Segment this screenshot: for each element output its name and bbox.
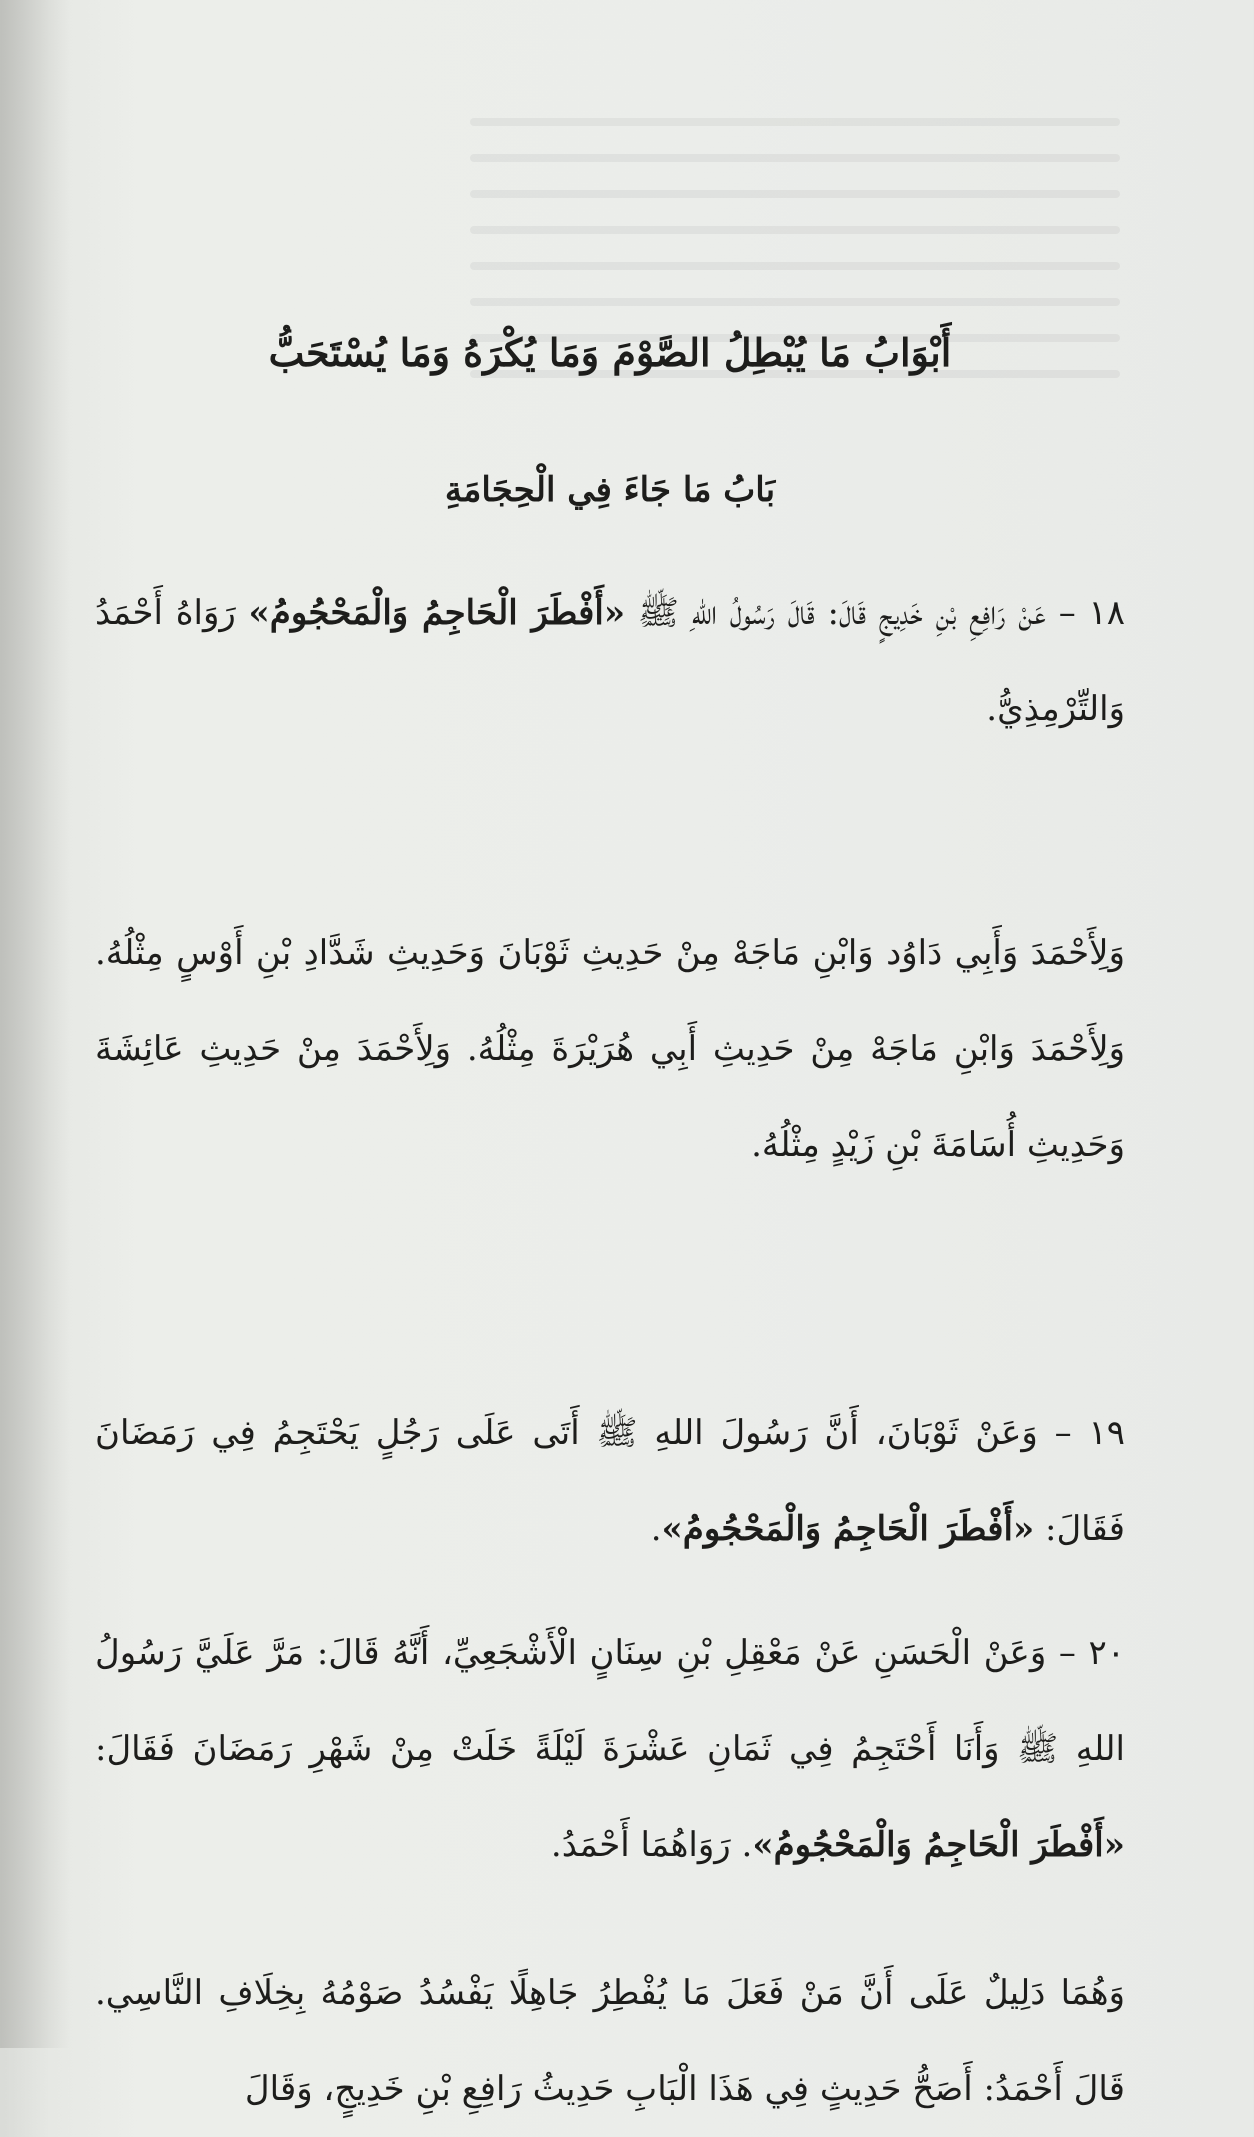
- hadith-quote: «أَفْطَرَ الْحَاجِمُ وَالْمَحْجُومُ»: [661, 1509, 1035, 1549]
- commentary-paragraph: وَهُمَا دَلِيلٌ عَلَى أَنَّ مَنْ فَعَلَ مَا يُفْطِرُ جَاهِلًا يَفْسُدُ صَوْمُهُ بِخِلَافِ النَّاسِي. قَالَ أَحْمَدُ: أَصَحُّ حَدِيثٍ فِي هَذَا الْبَابِ حَدِيثُ رَافِعِ بْنِ خَدِيجٍ، وَقَالَ: [95, 1973, 1125, 2109]
- hadith-source: رَوَاهُ أَحْمَدُ وَالتِّرْمِذِيُّ.: [95, 593, 1125, 729]
- hadith-19: [95, 1385, 1125, 1577]
- hadith-number: ٢٠: [1088, 1633, 1126, 1673]
- hadith-18-note: وَلِأَحْمَدَ وَأَبِي دَاوُد وَابْنِ مَاجَهْ مِنْ حَدِيثِ ثَوْبَانَ وَحَدِيثِ شَدَّادِ بْنِ أَوْسٍ مِثْلُهُ. وَلِأَحْمَدَ وَابْنِ مَاجَهْ مِنْ حَدِيثِ أَبِي هُرَيْرَةَ مِثْلُهُ. وَلِأَحْمَدَ مِنْ حَدِيثِ عَائِشَةَ وَحَدِيثِ أُسَامَةَ بْنِ زَيْدٍ مِثْلُهُ.: [95, 933, 1125, 1165]
- section-heading: أَبْوَابُ مَا يُبْطِلُ الصَّوْمَ وَمَا يُكْرَهُ وَمَا يُسْتَحَبُّ: [268, 330, 952, 375]
- hadith-text: عَنْ رَافِعِ بْنِ خَدِيجٍ قَالَ: قَالَ رَسُولُ اللهِ ﷺ: [625, 593, 1046, 633]
- hadith-source: .: [650, 1509, 662, 1549]
- hadith-source: . رَوَاهُمَا أَحْمَدُ.: [550, 1825, 753, 1865]
- hadith-20: [95, 1605, 1125, 1893]
- hadith-dash: –: [1045, 593, 1089, 633]
- hadith-quote: «أَفْطَرَ الْحَاجِمُ وَالْمَحْجُومُ»: [752, 1825, 1125, 1865]
- hadith-dash: –: [1046, 1633, 1089, 1673]
- hadith-number: ١٨: [1088, 593, 1125, 633]
- hadith-text: وَعَنْ الْحَسَنِ عَنْ مَعْقِلِ بْنِ سِنَانٍ الْأَشْجَعِيِّ، أَنَّهُ قَالَ: مَرَّ عَلَيَّ رَسُولُ اللهِ ﷺ وَأَنَا أَحْتَجِمُ فِي ثَمَانِ عَشْرَةَ لَيْلَةً خَلَتْ مِنْ شَهْرِ رَمَضَانَ فَقَالَ:: [95, 1633, 1125, 1769]
- chapter-heading: بَابُ مَا جَاءَ فِي الْحِجَامَةِ: [444, 470, 776, 510]
- hadith-text: وَعَنْ ثَوْبَانَ، أَنَّ رَسُولَ اللهِ ﷺ أَتَى عَلَى رَجُلٍ يَحْتَجِمُ فِي رَمَضَانَ فَقَالَ:: [95, 1413, 1125, 1549]
- show-through-text: [470, 90, 1120, 510]
- book-gutter-shadow: [0, 0, 70, 2048]
- hadith-number: ١٩: [1088, 1413, 1125, 1453]
- hadith-quote: «أَفْطَرَ الْحَاجِمُ وَالْمَحْجُومُ»: [248, 593, 626, 633]
- hadith-dash: –: [1037, 1413, 1089, 1453]
- hadith-18: [95, 565, 1125, 757]
